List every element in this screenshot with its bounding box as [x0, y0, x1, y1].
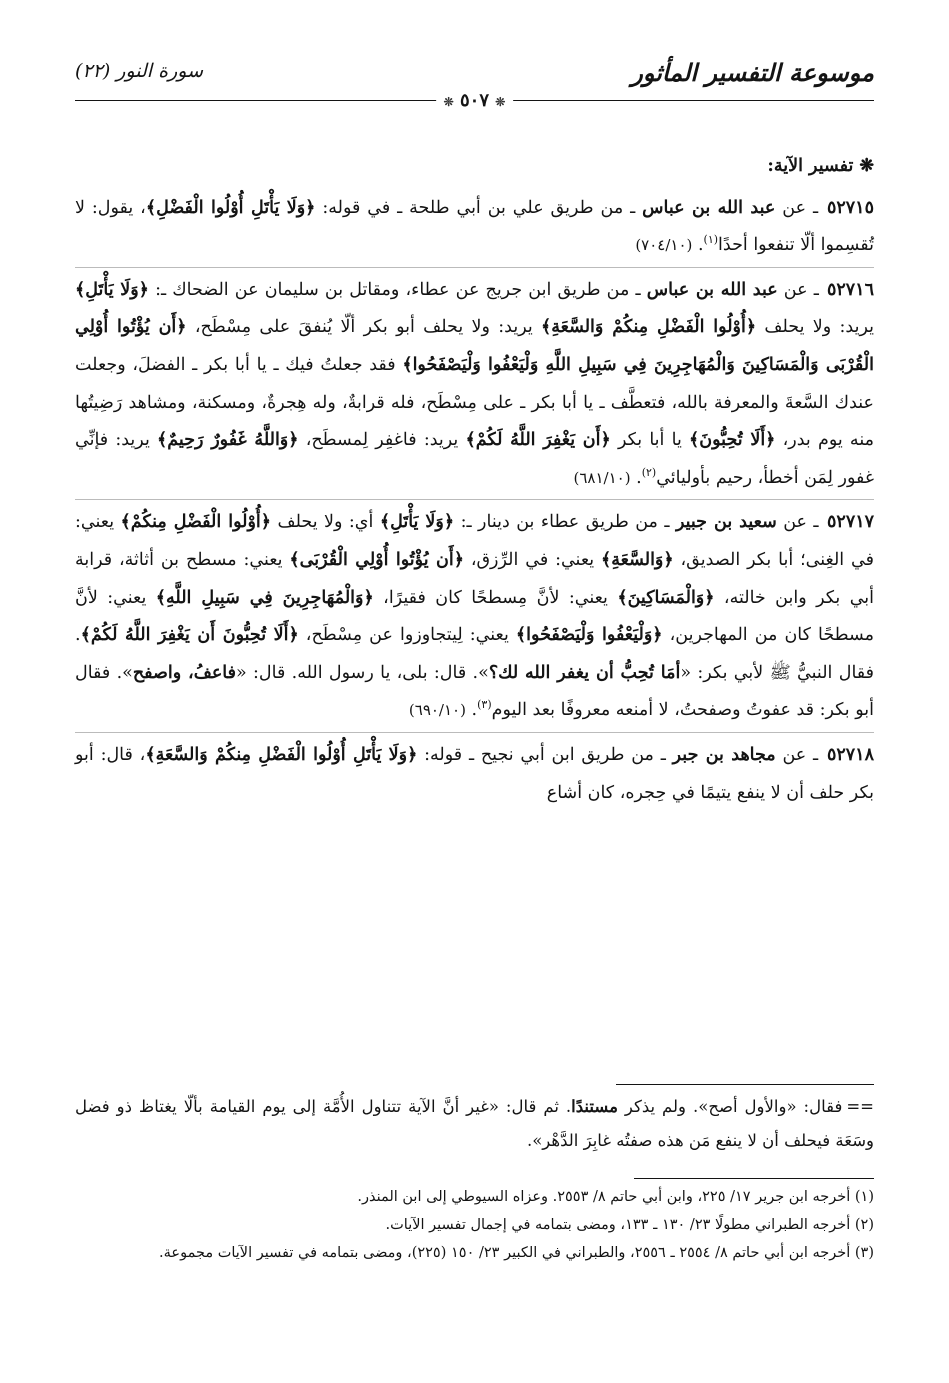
- entry-text: ». قال: بلى، يا رسول الله. قال: «: [235, 662, 489, 683]
- entry-text: ». فقال أبو بكر: قد عفوتُ وصفحتُ، لا أمنعه معروفًا بعد اليوم: [75, 662, 874, 721]
- volume-reference: (٦٨١/١٠): [573, 468, 631, 487]
- entry-number: ٥٢٧١٦: [826, 279, 874, 300]
- entry-text: ، قال: أبو بكر حلف أن لا ينفع يتيمًا في حِجره، كان أشاع: [75, 744, 874, 803]
- quran-quote: ﴿وَلْيَعْفُوا وَلْيَصْفَحُوا﴾: [515, 625, 663, 646]
- running-header: [75, 58, 874, 111]
- volume-reference: (٧٠٤/١٠): [635, 236, 693, 255]
- entry-text: يعني: لِيتجاوزوا عن مِسْطَح،: [298, 625, 516, 646]
- hadith-entry: [75, 267, 874, 498]
- page-number: ٥٠٧: [459, 90, 490, 111]
- entry-text: فقد جعلتُ فيك ـ يا أبا بكر ـ الفضلَ، وجعلت عندك السَّعةَ والمعرفة بالله، فتعطَّف ـ يا أبا بكر ـ على مِسْطَح، فله قرابةٌ، وله هِجرةٌ، ومسكنة، ومشاهد رَضِيتُها منه يوم بدر،: [75, 354, 874, 451]
- continuation-rule: [616, 1084, 874, 1085]
- footnote-marker: (١): [703, 233, 719, 247]
- footnote-marker: (٣): [477, 698, 492, 712]
- narrator: سعيد بن جبير: [675, 512, 777, 533]
- entry-text: يا أبا بكر: [610, 430, 690, 451]
- quran-quote: ﴿أُوْلُوا الْفَضْلِ مِنكُمْ وَالسَّعَةِ﴾: [541, 317, 757, 338]
- surah-label: سورة النور (٢٢): [75, 60, 203, 82]
- entry-text: ـ عن: [776, 512, 826, 533]
- footnote: (٢) أخرجه الطبراني مطولًا ٢٣/ ١٣٠ ـ ١٣٣، ومضى بتمامه في إجمال تفسير الآيات.: [385, 1217, 874, 1233]
- footnotes: [75, 1184, 874, 1268]
- quran-quote: ﴿وَلَا يَأْتَلِ﴾: [75, 279, 149, 300]
- entry-text: ـ من طريق ابن أبي نجيح ـ قوله:: [417, 744, 673, 765]
- entry-text: .: [630, 467, 642, 488]
- entry-text: يريد: ولا يحلف أبو بكر ألّا يُنفقَ على مِسْطَح،: [186, 317, 542, 338]
- hadith-entry: [75, 186, 874, 265]
- quran-quote: ﴿أَن يُؤْتُوا أُوْلِي الْقُرْبَى﴾: [289, 549, 464, 570]
- section-title: [75, 148, 874, 186]
- quran-quote: ﴿وَالْمَسَاكِينَ﴾: [617, 587, 715, 608]
- entry-text: يريد: فاغفِر لِمسطَح،: [298, 430, 466, 451]
- entry-number: ٥٢٧١٨: [826, 744, 874, 765]
- quran-quote: ﴿وَلَا يَأْتَلِ أُوْلُوا الْفَضْلِ مِنكُمْ وَالسَّعَةِ﴾: [145, 744, 418, 765]
- continuation-note: [75, 1090, 874, 1158]
- footnote: (١) أخرجه ابن جرير ١٧/ ٢٢٥، وابن أبي حاتم ٨/ ٢٥٥٣. وعزاه السيوطي إلى ابن المنذر.: [357, 1189, 874, 1205]
- main-text: [75, 148, 874, 812]
- quran-quote: ﴿وَاللَّهُ غَفُورٌ رَحِيمٌ﴾: [157, 430, 299, 451]
- quran-quote: ﴿وَالْمُهَاجِرِينَ فِي سَبِيلِ اللَّهِ﴾: [155, 587, 374, 608]
- narrator: عبد الله بن عباس: [646, 279, 778, 300]
- entry-text: ـ عن: [777, 279, 825, 300]
- entry-text: يعني: مسطح بن أثاثة، قرابة أبي بكر وابن خالته،: [75, 549, 875, 608]
- entry-number: ٥٢٧١٥: [826, 197, 874, 218]
- entry-text: أي: ولا يحلف: [271, 512, 380, 533]
- quran-quote: ﴿وَلَا يَأْتَلِ﴾: [379, 512, 455, 533]
- quran-quote: ﴿أَن يَغْفِرَ اللَّهُ لَكُمْ﴾: [465, 430, 611, 451]
- continuation-text: . ثم قال: «غير أنَّ الآية تتناول الأُمَّة إلى يوم القيامة بألّا يغتاظ ذو فضل وسَعَة فيحلف أن لا ينفع مَن هذه صفتُه غابِرَ الدَّهْر».: [75, 1097, 874, 1150]
- quran-quote: ﴿أَلَا تُحِبُّونَ﴾: [689, 430, 776, 451]
- star-ornament-icon: ❋: [859, 156, 874, 176]
- hadith-entry: [75, 499, 874, 730]
- continuation-bold: مستندًا: [571, 1097, 618, 1116]
- entry-text: ـ عن: [775, 197, 825, 218]
- prophet-saying: أمَا تُحِبُّ أن يغفر الله لك؟: [488, 662, 681, 683]
- book-title: موسوعة التفسير المأثور: [631, 58, 874, 87]
- volume-reference: (٦٩٠/١٠): [408, 701, 466, 720]
- narrator: مجاهد بن جبر: [672, 744, 776, 765]
- continuation-mark: ==: [846, 1097, 874, 1116]
- quran-quote: ﴿أُوْلُوا الْفَضْلِ مِنكُمْ﴾: [120, 512, 272, 533]
- section-title-text: تفسير الآية:: [767, 156, 854, 176]
- entry-text: ـ عن: [775, 744, 825, 765]
- entry-text: يعني: في الغِنى؛ أبا بكر الصديق،: [75, 512, 874, 570]
- hadith-entry: [75, 732, 874, 812]
- footnote-rule: [634, 1178, 874, 1179]
- entry-text: ـ من طريق علي بن أبي طلحة ـ في قوله:: [315, 197, 643, 218]
- entry-text: يريد: ولا يحلف: [756, 317, 874, 338]
- entry-text: يعني: لأنَّ مِسطحًا كان فقيرًا،: [373, 587, 618, 608]
- quran-quote: ﴿وَالسَّعَةِ﴾: [601, 549, 674, 570]
- entry-text: ، يقول: لا تُقسِموا ألّا تنفعوا أحدًا: [75, 197, 874, 256]
- ornament-icon: ❊: [495, 95, 506, 109]
- footnote: (٣) أخرجه ابن أبي حاتم ٨/ ٢٥٥٤ ـ ٢٥٥٦، والطبراني في الكبير ٢٣/ ١٥٠ (٢٢٥)، ومضى بتمامه في تفسير الآيات مجموعة.: [159, 1245, 874, 1261]
- entry-number: ٥٢٧١٧: [827, 512, 875, 533]
- narrator: عبد الله بن عباس: [642, 197, 776, 218]
- prophet-saying: فاعفُ، واصفح: [132, 662, 236, 683]
- entry-text: . فقال النبيُّ ﷺ لأبي بكر: «: [75, 625, 874, 683]
- ornament-icon: ❊: [443, 95, 454, 109]
- entry-text: .: [692, 235, 704, 256]
- quran-quote: ﴿وَلَا يَأْتَلِ أُوْلُوا الْفَضْلِ﴾: [145, 197, 316, 218]
- continuation-text: فقال: «والأول أصح». ولم يذكر: [617, 1097, 843, 1116]
- quran-quote: ﴿أَلَا تُحِبُّونَ أَن يَغْفِرَ اللَّهُ لَكُمْ﴾: [80, 625, 299, 646]
- quran-quote: ﴿أَن يُؤْتُوا أُوْلِي الْقُرْبَى وَالْمَسَاكِينَ وَالْمُهَاجِرِينَ فِي سَبِيلِ اللَّهِ وَلْيَعْفُوا وَلْيَصْفَحُوا﴾: [75, 317, 874, 375]
- entry-text: يعني: في الرِّزق،: [463, 549, 602, 570]
- page-number-group: [436, 90, 514, 111]
- entry-text: يريد: فإنِّي غفور لِمَن أخطأ، رحيم بأوليائي: [75, 430, 874, 488]
- entry-text: .: [465, 700, 478, 721]
- entry-text: يعني: لأنَّ مسطحًا كان من المهاجرين،: [75, 587, 874, 646]
- entry-text: ـ من طريق عطاء بن دينار ـ:: [454, 512, 676, 533]
- entry-text: ـ من طريق ابن جريج عن عطاء، ومقاتل بن سليمان عن الضحاك ـ:: [148, 279, 647, 300]
- footnote-marker: (٢): [641, 465, 657, 479]
